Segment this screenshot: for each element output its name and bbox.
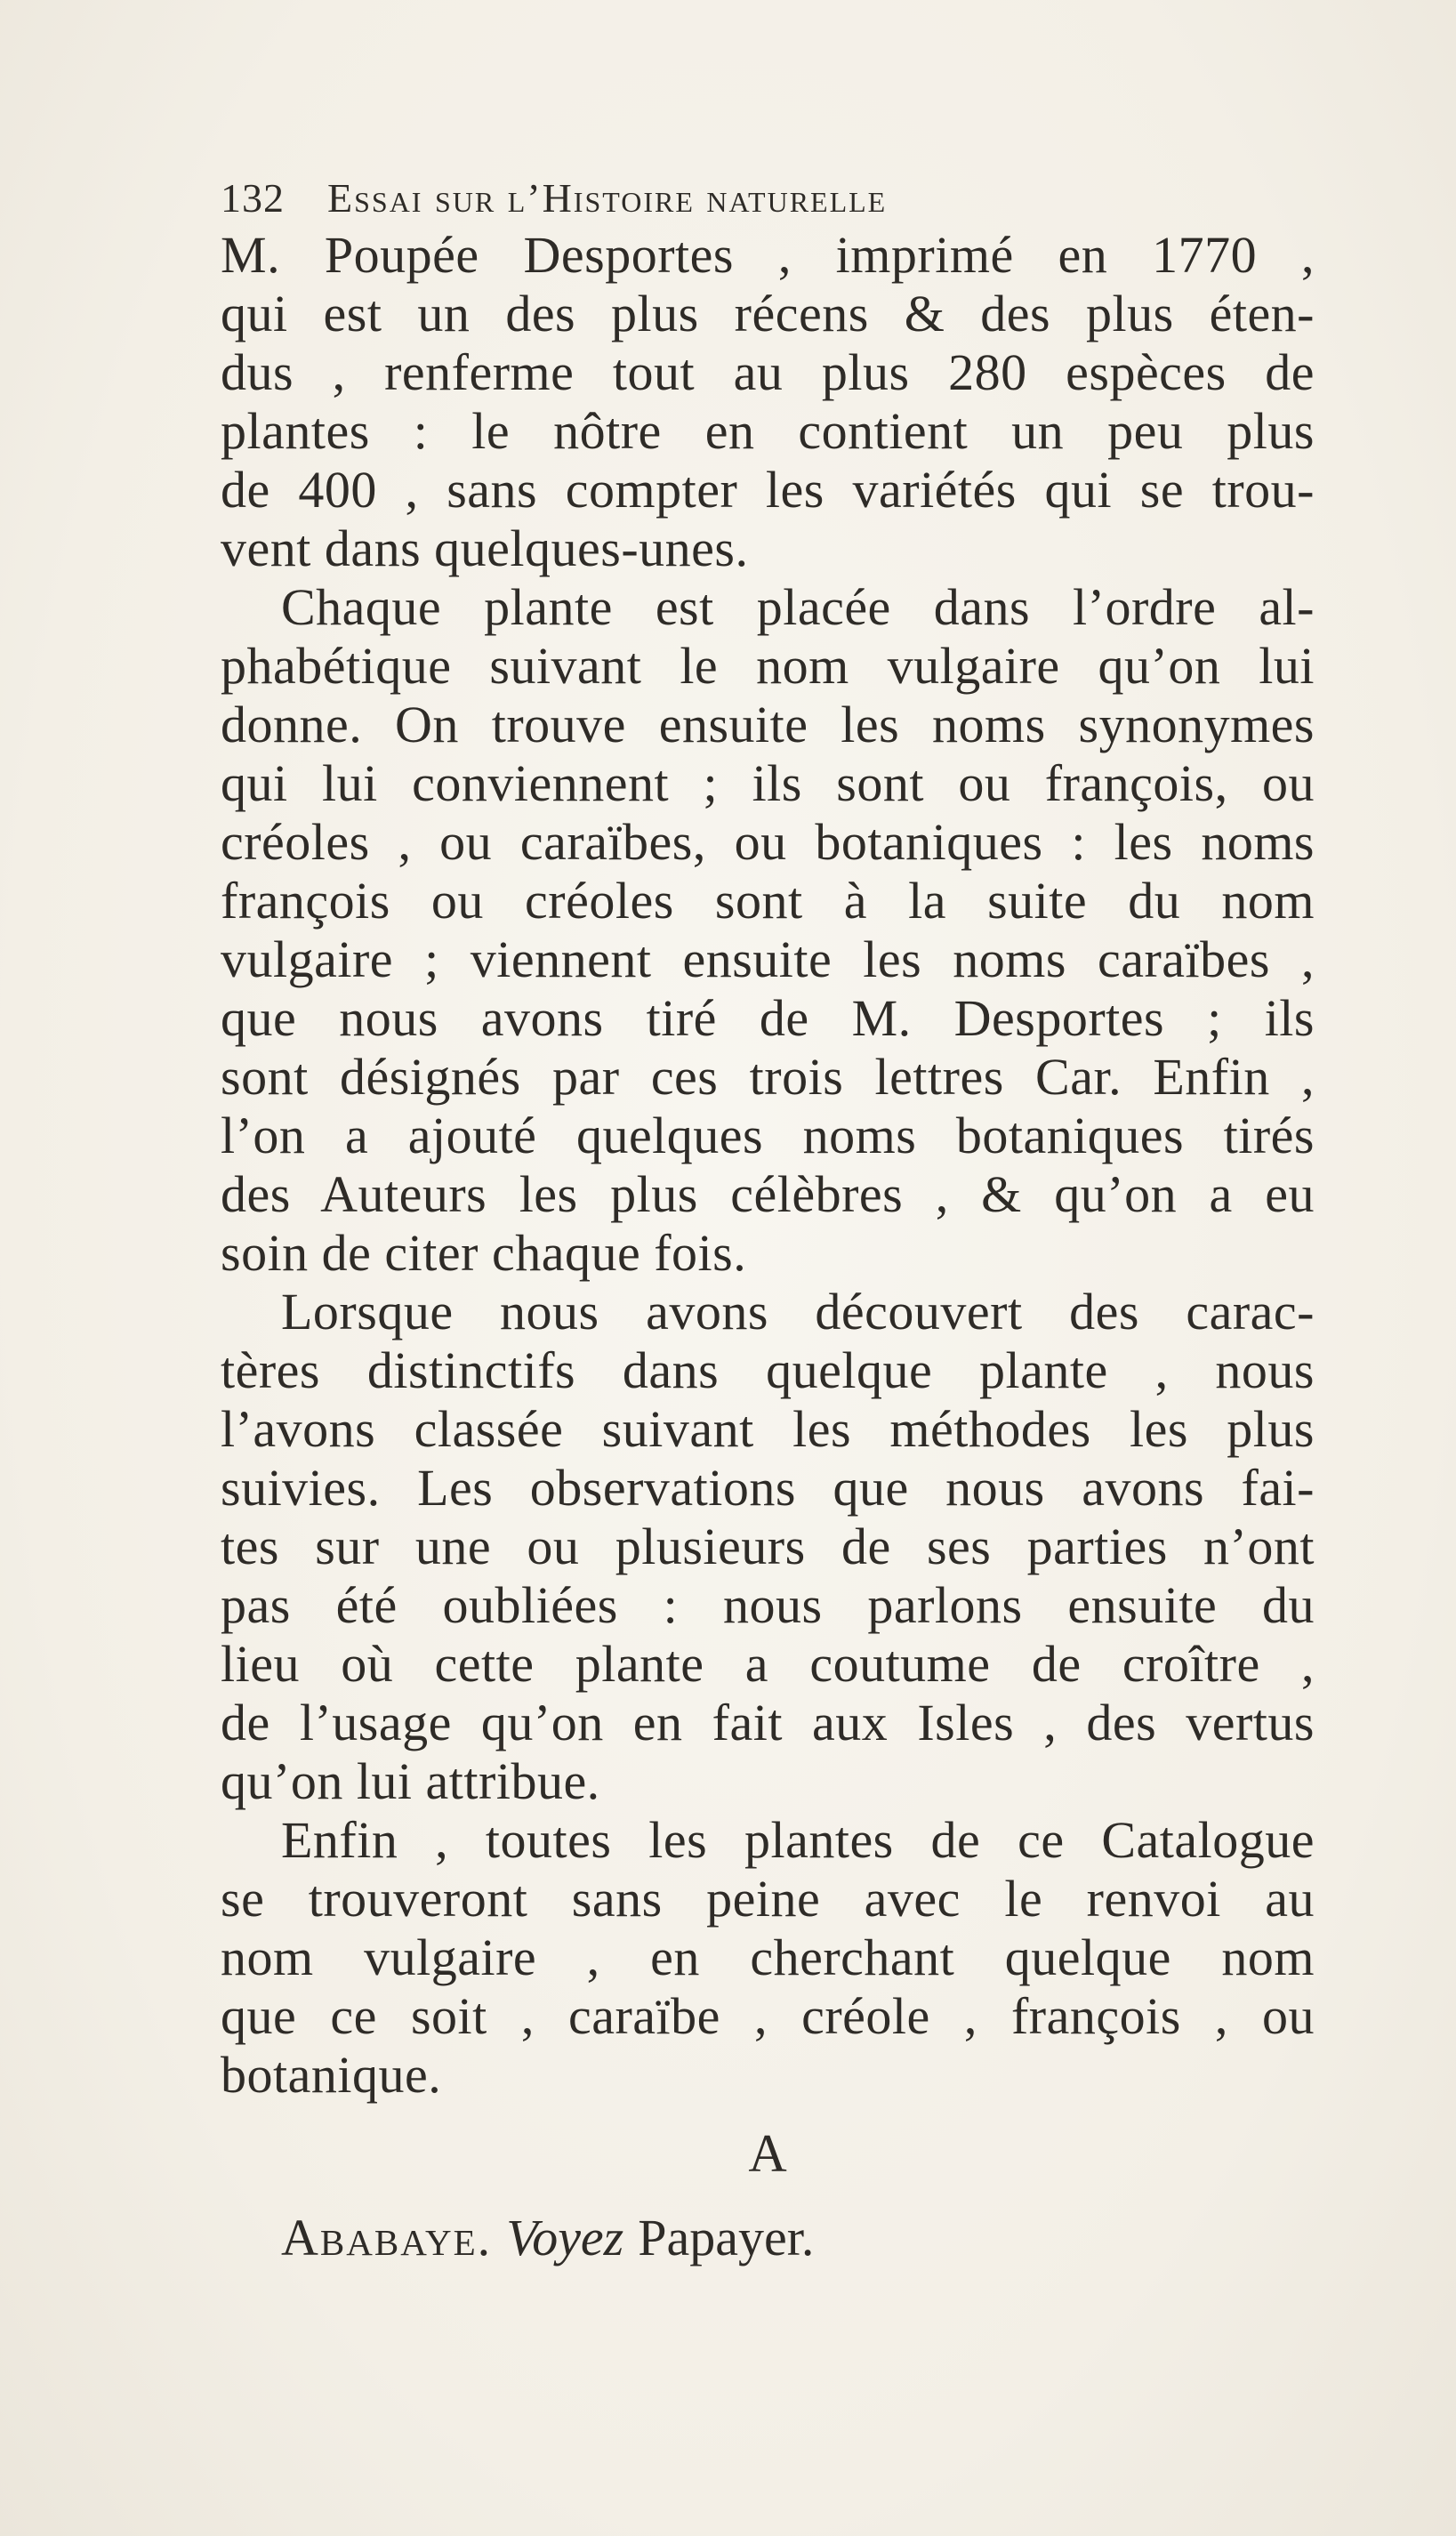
running-title: Essai sur l’Histoire naturelle bbox=[327, 175, 888, 221]
text-line: qui lui conviennent ; ils sont ou françois, ou bbox=[221, 754, 1315, 812]
text-line: donne. On trouve ensuite les noms synonymes bbox=[221, 696, 1315, 753]
text-line: sont désignés par ces trois lettres Car. Enfin , bbox=[221, 1048, 1315, 1106]
text-line: M. Poupée Desportes , imprimé en 1770 , bbox=[221, 226, 1315, 284]
section-letter: A bbox=[748, 2124, 787, 2183]
entry-see: Voyez bbox=[506, 2209, 624, 2266]
text-block bbox=[221, 171, 1315, 2274]
text-line: dus , renferme tout au plus 280 espèces de bbox=[221, 343, 1315, 401]
running-head bbox=[221, 171, 1315, 226]
text-line: l’avons classée suivant les méthodes les plus bbox=[221, 1400, 1315, 1458]
text-line: lieu où cette plante a coutume de croître , bbox=[221, 1635, 1315, 1693]
catalogue-entry bbox=[221, 2202, 1315, 2274]
text-line: Lorsque nous avons découvert des carac- bbox=[281, 1283, 1315, 1340]
text-line: vent dans quelques-unes. bbox=[221, 519, 749, 577]
text-line: plantes : le nôtre en contient un peu plus bbox=[221, 402, 1315, 460]
text-line: nom vulgaire , en cherchant quelque nom bbox=[221, 1928, 1315, 1986]
text-line: vulgaire ; viennent ensuite les noms caraïbes , bbox=[221, 930, 1315, 988]
text-line: qui est un des plus récens & des plus éten- bbox=[221, 285, 1315, 342]
text-line: françois ou créoles sont à la suite du nom bbox=[221, 872, 1315, 930]
text-line: des Auteurs les plus célèbres , & qu’on a eu bbox=[221, 1165, 1315, 1223]
entry-headword: Ababaye. bbox=[281, 2209, 493, 2266]
text-line: l’on a ajouté quelques noms botaniques tirés bbox=[221, 1107, 1315, 1164]
text-line: phabétique suivant le nom vulgaire qu’on lui bbox=[221, 637, 1315, 695]
text-line: suivies. Les observations que nous avons fai- bbox=[221, 1459, 1315, 1517]
text-line: que ce soit , caraïbe , créole , françois , ou bbox=[221, 1987, 1315, 2045]
text-line: tes sur une ou plusieurs de ses parties n’ont bbox=[221, 1518, 1315, 1575]
text-line: botanique. bbox=[221, 2046, 442, 2104]
text-line: Chaque plante est placée dans l’ordre al- bbox=[281, 578, 1315, 636]
text-line: Enfin , toutes les plantes de ce Catalogue bbox=[281, 1811, 1315, 1869]
text-line: soin de citer chaque fois. bbox=[221, 1224, 747, 1282]
text-line: qu’on lui attribue. bbox=[221, 1752, 600, 1810]
text-line: tères distinctifs dans quelque plante , nous bbox=[221, 1341, 1315, 1399]
text-line: se trouveront sans peine avec le renvoi au bbox=[221, 1870, 1315, 1928]
text-line: que nous avons tiré de M. Desportes ; ils bbox=[221, 989, 1315, 1047]
text-line: pas été oubliées : nous parlons ensuite du bbox=[221, 1576, 1315, 1634]
page-number: 132 bbox=[221, 175, 285, 221]
text-line: de l’usage qu’on en fait aux Isles , des vertus bbox=[221, 1694, 1315, 1751]
entry-target: Papayer. bbox=[638, 2209, 815, 2266]
text-line: de 400 , sans compter les variétés qui se trou- bbox=[221, 461, 1315, 519]
body-text bbox=[221, 226, 1315, 2105]
text-line: créoles , ou caraïbes, ou botaniques : les noms bbox=[221, 813, 1315, 871]
